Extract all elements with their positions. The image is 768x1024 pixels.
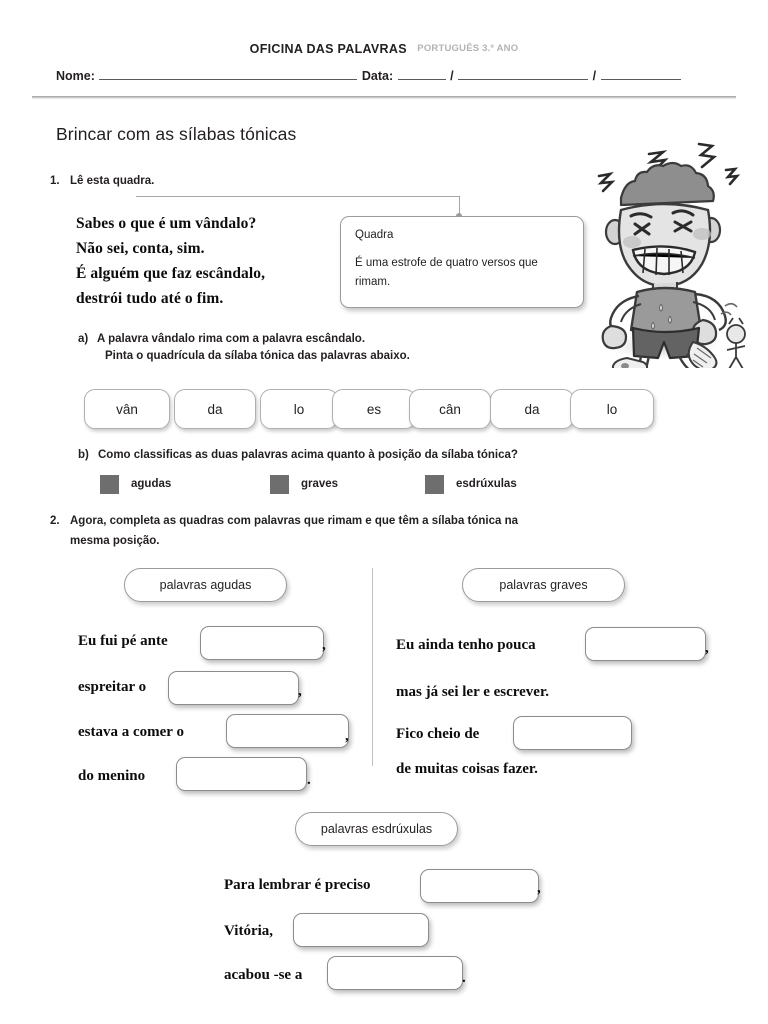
agudas-answer-blank-3[interactable]: [176, 757, 307, 791]
angry-boy-illustration: [575, 138, 755, 368]
checkbox-square-icon[interactable]: [270, 475, 289, 494]
graves-punctuation-0: ,: [705, 640, 709, 656]
name-label: Nome:: [56, 69, 95, 83]
option-label: esdrúxulas: [456, 478, 517, 490]
page-header: [0, 40, 768, 58]
option-label: agudas: [131, 478, 172, 490]
agudas-punctuation-0: ,: [322, 637, 326, 653]
question-1a-line2: Pinta o quadrícula da sílaba tónica das palavras abaixo.: [105, 350, 410, 362]
date-month-line[interactable]: [458, 68, 588, 80]
agudas-punctuation-1: ,: [298, 683, 302, 699]
question-2-number: 2.: [50, 515, 60, 527]
graves-verse-1: mas já sei ler e escrever.: [396, 684, 549, 700]
question-1-number: 1.: [50, 175, 60, 187]
poem-line: Não sei, conta, sim.: [76, 240, 205, 257]
quadra-poem: [76, 211, 265, 311]
agudas-punctuation-3: .: [307, 772, 311, 788]
syllable-chip-lo[interactable]: lo: [260, 389, 338, 429]
header-divider: [32, 96, 736, 99]
syllable-chip-vân[interactable]: vân: [84, 389, 170, 429]
checkbox-square-icon[interactable]: [100, 475, 119, 494]
agudas-verse-0: Eu fui pé ante: [78, 633, 168, 649]
agudas-answer-blank-0[interactable]: [200, 626, 324, 660]
date-slash-2: /: [592, 69, 597, 83]
graves-answer-blank-0[interactable]: [585, 627, 706, 661]
esdruxulas-verse-1: Vitória,: [224, 923, 274, 939]
syllable-chip-da[interactable]: da: [490, 389, 574, 429]
esdruxulas-answer-blank-2[interactable]: [327, 956, 463, 990]
date-year-line[interactable]: [601, 68, 681, 80]
esdruxulas-punctuation-0: ,: [537, 880, 541, 896]
poem-line: É alguém que faz escândalo,: [76, 265, 266, 282]
esdruxulas-verse-2: acabou -se a: [224, 967, 303, 983]
page-title: Brincar com as sílabas tónicas: [56, 124, 297, 144]
date-label: Data:: [361, 69, 394, 83]
syllable-chip-es[interactable]: es: [332, 389, 416, 429]
student-info-row: [56, 68, 716, 83]
agudas-verse-1: espreitar o: [78, 679, 147, 695]
agudas-answer-blank-1[interactable]: [168, 671, 299, 705]
question-2-line1: Agora, completa as quadras com palavras que rimam e que têm a sílaba tónica na: [70, 515, 519, 527]
syllable-chip-lo[interactable]: lo: [570, 389, 654, 429]
graves-answer-blank-2[interactable]: [513, 716, 632, 750]
question-1a-line1: A palavra vândalo rima com a palavra escândalo.: [97, 333, 366, 345]
group-pill-2: palavras esdrúxulas: [295, 812, 458, 846]
group-pill-0: palavras agudas: [124, 568, 287, 602]
esdruxulas-verse-0: Para lembrar é preciso: [224, 877, 371, 893]
name-input-line[interactable]: [99, 68, 357, 80]
column-divider: [372, 568, 373, 766]
agudas-verse-2: estava a comer o: [78, 724, 184, 740]
agudas-verse-3: do menino: [78, 768, 146, 784]
syllable-chip-da[interactable]: da: [174, 389, 256, 429]
quadra-definition-callout: [340, 216, 584, 308]
callout-connector-horizontal: [136, 196, 460, 197]
agudas-punctuation-2: ,: [345, 728, 349, 744]
syllable-chip-cân[interactable]: cân: [409, 389, 491, 429]
option-esdrúxulas[interactable]: [425, 474, 517, 494]
esdruxulas-answer-blank-0[interactable]: [420, 869, 539, 903]
option-graves[interactable]: [270, 474, 338, 494]
question-1b-label: b): [78, 449, 89, 461]
poem-line: destrói tudo até o fim.: [76, 290, 224, 307]
question-2-line2: mesma posição.: [70, 535, 160, 547]
esdruxulas-answer-blank-1[interactable]: [293, 913, 429, 947]
option-agudas[interactable]: [100, 474, 171, 494]
graves-verse-2: Fico cheio de: [396, 726, 480, 742]
esdruxulas-punctuation-2: .: [462, 970, 466, 986]
question-1b-text: Como classificas as duas palavras acima quanto à posição da sílaba tónica?: [98, 449, 518, 461]
date-day-line[interactable]: [398, 68, 446, 80]
graves-verse-3: de muitas coisas fazer.: [396, 761, 538, 777]
checkbox-square-icon[interactable]: [425, 475, 444, 494]
agudas-answer-blank-2[interactable]: [226, 714, 349, 748]
header-subtitle: PORTUGUÊS 3.º ANO: [417, 43, 519, 55]
option-label: graves: [301, 478, 339, 490]
question-1-text: Lê esta quadra.: [70, 175, 155, 187]
date-slash-1: /: [450, 69, 454, 83]
header-title: OFICINA DAS PALAVRAS: [249, 41, 407, 56]
graves-verse-0: Eu ainda tenho pouca: [396, 637, 536, 653]
callout-term: Quadra: [355, 229, 394, 241]
callout-definition: É uma estrofe de quatro versos que rimam.: [355, 257, 538, 288]
question-1a-label: a): [78, 333, 89, 345]
group-pill-1: palavras graves: [462, 568, 625, 602]
poem-line: Sabes o que é um vândalo?: [76, 215, 257, 232]
